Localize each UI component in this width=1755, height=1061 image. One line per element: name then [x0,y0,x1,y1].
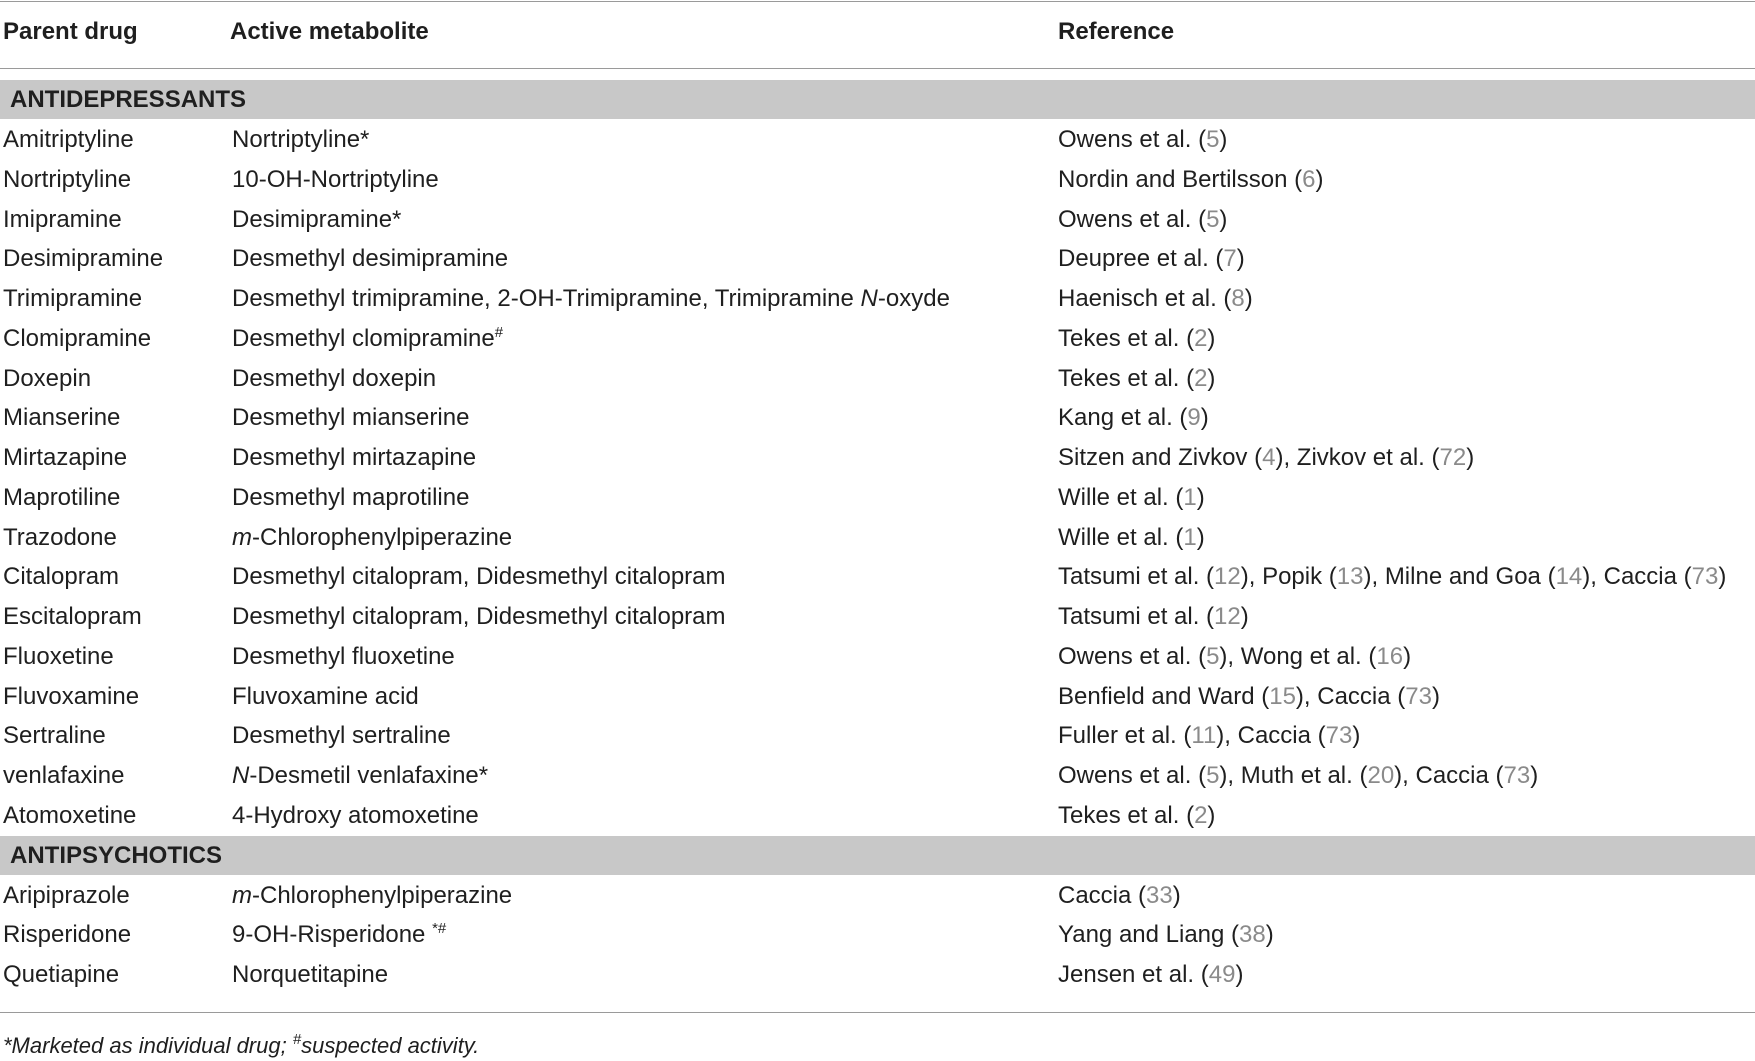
reference-cell [1058,760,1538,792]
active-metabolite-cell [232,164,439,196]
active-metabolite-cell [232,681,419,713]
table-row [0,239,1755,279]
text-segment: ) [1207,324,1216,352]
text-segment: Fluvoxamine acid [232,682,419,710]
italic-text: N [232,762,250,789]
reference-cell [1058,959,1243,991]
text-segment: Owens et al. ( [1058,642,1207,670]
text-segment: Tatsumi et al. ( [1058,603,1215,630]
text-segment: Desmethyl mianserine [232,404,470,432]
reference-number: 5 [1206,205,1220,233]
text-segment: ) [1219,126,1228,153]
parent-drug-cell: Citalopram [3,563,120,591]
text-segment: ) [1403,642,1412,670]
table-row [0,876,1755,916]
text-segment: Desimipramine* [232,205,402,233]
table-row [0,279,1755,319]
parent-drug-cell: Aripiprazole [3,881,130,909]
parent-drug-cell: Desimipramine [3,245,164,273]
reference-number: 5 [1206,762,1220,789]
text-segment: ), Caccia ( [1394,762,1504,789]
text-segment: Desmethyl sertraline [232,722,451,750]
text-segment: -Chlorophenylpiperazine [252,881,513,909]
reference-cell [1058,243,1245,275]
active-metabolite-cell [232,522,512,554]
parent-drug-cell: Quetiapine [3,961,120,988]
active-metabolite-cell [232,402,469,434]
text-segment: 4-Hydroxy atomoxetine [232,801,479,829]
table-row [0,677,1755,717]
text-segment: Desmethyl citalopram, Didesmethyl citalopram [232,563,726,591]
reference-number: 2 [1194,801,1208,829]
text-segment: ) [1235,961,1244,988]
text-segment: Tekes et al. ( [1058,324,1195,352]
text-segment: Owens et al. ( [1058,762,1207,789]
text-segment: ) [1530,762,1539,789]
reference-cell [1058,919,1274,951]
text-segment: ) [1265,921,1274,949]
reference-number: 73 [1405,682,1432,710]
text-segment: Haenisch et al. ( [1058,285,1232,312]
text-segment: ), Zivkov et al. ( [1275,444,1440,471]
parent-drug-cell: Sertraline [3,722,106,750]
text-segment: Owens et al. ( [1058,205,1207,233]
text-segment: ), Caccia ( [1295,682,1406,710]
parent-drug-cell: Mirtazapine [3,444,128,471]
text-segment: Desmethyl clomipramine [232,324,495,352]
table-header-row [0,0,1755,66]
reference-number: 1 [1183,483,1197,511]
parent-drug-cell: Trazodone [3,523,117,551]
text-segment: ) [1315,165,1324,193]
section-header-row [0,80,1755,119]
table-body [0,80,1755,995]
text-segment: Benfield and Ward ( [1058,682,1270,710]
text-segment: Yang and Liang ( [1058,921,1240,949]
parent-drug-cell: Risperidone [3,921,132,949]
table-row [0,557,1755,597]
reference-number: 15 [1269,682,1296,710]
active-metabolite-cell [232,204,401,236]
text-segment: ) [1196,483,1205,511]
table-row [0,359,1755,399]
section-title: ANTIDEPRESSANTS [10,86,247,113]
text-segment: Desmethyl citalopram, Didesmethyl citalopram [232,603,726,630]
table-row [0,756,1755,796]
active-metabolite-cell [232,363,436,395]
active-metabolite-cell [232,323,503,355]
reference-cell [1058,880,1181,912]
reference-number: 20 [1367,762,1395,789]
active-metabolite-cell [232,919,446,951]
table-row [0,955,1755,995]
reference-cell [1058,323,1215,355]
reference-cell [1058,641,1411,673]
italic-text: m [232,881,252,909]
superscript-mark: # [292,1031,302,1048]
text-segment: Desmethyl fluoxetine [232,642,455,670]
text-segment: ), Popik ( [1240,563,1337,591]
reference-number: 12 [1214,603,1241,630]
section-title: ANTIPSYCHOTICS [10,841,223,869]
superscript-mark: # [494,323,504,341]
reference-number: 6 [1302,165,1316,193]
section-header-row [0,836,1755,875]
text-segment: -Desmetil venlafaxine* [249,762,489,789]
text-segment: Wille et al. ( [1058,523,1184,551]
parent-drug-cell: Trimipramine [3,285,143,312]
header-parent-drug: Parent drug [3,18,138,45]
text-segment: Desmethyl trimipramine, 2-OH-Trimipramine, Trimipramine [232,285,861,312]
table-bottom-rule [0,1012,1755,1013]
reference-number: 2 [1194,364,1208,392]
reference-cell [1058,363,1215,395]
parent-drug-cell: Fluoxetine [3,642,114,670]
text-segment: ) [1466,444,1475,471]
parent-drug-cell: Nortriptyline [3,165,132,193]
active-metabolite-cell [232,601,726,633]
text-segment: ) [1240,603,1249,630]
superscript-mark: *# [432,920,447,938]
text-segment: Kang et al. ( [1058,404,1188,432]
reference-number: 73 [1325,722,1353,750]
text-segment: 10-OH-Nortriptyline [232,165,439,193]
text-segment: ), Milne and Goa ( [1363,563,1556,591]
active-metabolite-cell [232,442,476,474]
parent-drug-cell: Maprotiline [3,483,121,511]
reference-cell [1058,442,1474,474]
text-segment: ) [1207,801,1216,829]
italic-text: m [232,523,252,551]
text-segment: ) [1244,285,1253,312]
text-segment: Deupree et al. ( [1058,245,1224,273]
text-segment: ) [1207,364,1216,392]
table-row [0,716,1755,756]
text-segment: ) [1236,245,1245,273]
reference-cell [1058,522,1205,554]
reference-cell [1058,482,1205,514]
text-segment: Fuller et al. ( [1058,722,1192,750]
active-metabolite-cell [232,561,726,593]
table-row [0,518,1755,558]
active-metabolite-cell [232,760,488,792]
table-row [0,597,1755,637]
reference-cell [1058,402,1209,434]
text-segment: Tekes et al. ( [1058,801,1195,829]
reference-number: 4 [1262,444,1276,471]
text-segment: ) [1172,881,1181,909]
text-segment: Jensen et al. ( [1058,961,1209,988]
table-row [0,398,1755,438]
reference-number: 14 [1555,563,1583,591]
reference-number: 11 [1191,722,1217,750]
text-segment: ), Caccia ( [1216,722,1326,750]
text-segment: -oxyde [877,285,950,312]
parent-drug-cell: Mianserine [3,404,121,432]
reference-cell [1058,601,1249,633]
text-segment: 9-OH-Risperidone [232,921,433,949]
table-row [0,120,1755,160]
text-segment: ), Caccia ( [1582,563,1692,591]
reference-cell [1058,681,1440,713]
reference-number: 12 [1214,563,1241,591]
parent-drug-cell: Amitriptyline [3,126,134,153]
reference-number: 8 [1231,285,1245,312]
reference-number: 38 [1239,921,1266,949]
active-metabolite-cell [232,880,512,912]
text-segment: ) [1196,523,1205,551]
table-row [0,438,1755,478]
reference-number: 13 [1336,563,1364,591]
active-metabolite-cell [232,124,369,156]
reference-cell [1058,561,1726,593]
header-active-metabolite: Active metabolite [230,18,429,45]
parent-drug-cell: Fluvoxamine [3,682,140,710]
text-segment: Owens et al. ( [1058,126,1207,153]
active-metabolite-cell [232,800,479,832]
text-segment: ) [1431,682,1440,710]
parent-drug-cell: Escitalopram [3,603,142,630]
reference-number: 5 [1206,126,1220,153]
table-row [0,796,1755,836]
text-segment: Desmethyl maprotiline [232,483,470,511]
reference-number: 5 [1206,642,1220,670]
text-segment: ) [1352,722,1361,750]
reference-number: 9 [1187,404,1201,432]
text-segment: ) [1219,205,1228,233]
reference-number: 72 [1439,444,1467,471]
table-row [0,915,1755,955]
text-segment: Desmethyl mirtazapine [232,444,477,471]
reference-cell [1058,164,1323,196]
reference-number: 73 [1503,762,1531,789]
text-segment: *Marketed as individual drug; [3,1033,293,1058]
active-metabolite-cell [232,641,455,673]
text-segment: ) [1718,563,1727,591]
active-metabolite-cell [232,243,508,275]
reference-cell [1058,800,1215,832]
active-metabolite-cell [232,283,950,315]
reference-cell [1058,720,1360,752]
reference-cell [1058,283,1253,315]
reference-number: 49 [1208,961,1236,988]
table-row [0,319,1755,359]
reference-number: 73 [1691,563,1719,591]
reference-cell [1058,124,1227,156]
active-metabolite-cell [232,720,451,752]
table-row [0,478,1755,518]
text-segment: Tatsumi et al. ( [1058,563,1215,591]
parent-drug-cell: Clomipramine [3,324,152,352]
text-segment: Sitzen and Zivkov ( [1058,444,1263,471]
header-bottom-rule [0,68,1755,69]
parent-drug-cell: Doxepin [3,364,92,392]
header-reference: Reference [1058,18,1175,45]
parent-drug-cell: Imipramine [3,205,122,233]
table-footnote [3,1032,479,1060]
reference-number: 7 [1223,245,1237,273]
text-segment: ), Wong et al. ( [1219,642,1377,670]
text-segment: ), Muth et al. ( [1219,762,1368,789]
active-metabolite-cell [232,482,469,514]
parent-drug-cell: venlafaxine [3,762,125,789]
table-row [0,200,1755,240]
active-metabolite-cell [232,959,388,991]
reference-number: 16 [1376,642,1404,670]
reference-number: 33 [1146,881,1173,909]
reference-number: 2 [1194,324,1208,352]
text-segment: Nortriptyline* [232,126,370,153]
reference-number: 1 [1183,523,1197,551]
text-segment: Desmethyl desimipramine [232,245,509,273]
reference-cell [1058,204,1227,236]
text-segment: Tekes et al. ( [1058,364,1195,392]
text-segment: ) [1200,404,1209,432]
text-segment: Desmethyl doxepin [232,364,437,392]
italic-text: N [860,285,878,312]
parent-drug-cell: Atomoxetine [3,801,137,829]
text-segment: Caccia ( [1058,881,1147,909]
text-segment: Wille et al. ( [1058,483,1184,511]
text-segment: Norquetitapine [232,961,389,988]
text-segment: -Chlorophenylpiperazine [252,523,513,551]
table-row [0,637,1755,677]
text-segment: suspected activity. [301,1033,480,1058]
table-row [0,160,1755,200]
text-segment: Nordin and Bertilsson ( [1058,165,1303,193]
